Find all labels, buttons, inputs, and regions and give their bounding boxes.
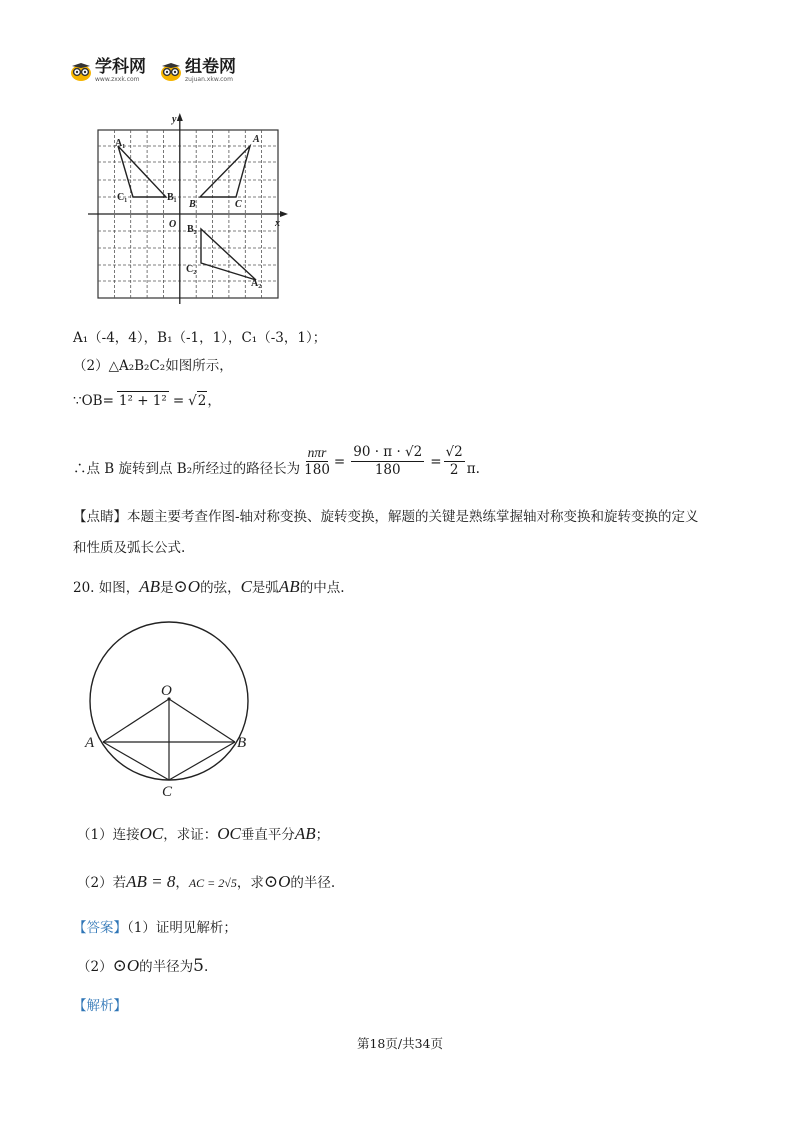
circle-figure	[80, 615, 270, 800]
text-segment: 的弦，	[200, 580, 241, 596]
label-b: B	[189, 199, 196, 210]
question-2	[77, 873, 335, 892]
ab-equals-8: AB = 8	[126, 872, 176, 891]
circle-o: ⊙O	[173, 577, 201, 596]
ob-sqrt-expr: 1² + 1²	[118, 393, 167, 409]
therefore-text: ∴点 B 旋转到点 B₂所经过的路径长为	[73, 460, 301, 477]
label-b: B	[237, 735, 247, 751]
segment-oc: OC	[139, 824, 164, 843]
comment-line-2: 和性质及弧长公式.	[73, 540, 186, 556]
answer-line-2	[77, 957, 208, 976]
arc-ab: AB	[278, 577, 300, 596]
text-segment: ，	[175, 875, 189, 891]
text-segment: 垂直平分	[240, 827, 295, 843]
triangle-abc	[200, 146, 250, 197]
analysis-tag: 【解析】	[73, 998, 127, 1014]
path-length-equation	[73, 444, 480, 479]
problem-number: 20. 如图，	[73, 580, 140, 596]
circle-o: ⊙O	[263, 872, 291, 891]
zujuan-logo	[160, 58, 236, 83]
text-segment: 是	[160, 580, 174, 596]
logo2-url: zujuan.xkw.com	[185, 76, 233, 83]
text-segment: 是弧	[251, 580, 279, 596]
text-segment: ，求证：	[163, 827, 218, 843]
fraction-denominator: 2	[449, 462, 459, 478]
comment-line-1: 【点睛】本题主要考查作图-轴对称变换、旋转变换，解题的关键是熟练掌握轴对称变换和旋转变换的定义	[73, 509, 699, 525]
ob-equals: =	[172, 392, 185, 409]
owl-icon	[70, 60, 92, 82]
segment-bc	[169, 742, 235, 780]
x-axis-label: x	[275, 218, 280, 229]
label-a: A	[253, 134, 260, 145]
label-a2: A₂	[251, 278, 262, 289]
text-segment: ，求	[236, 875, 264, 891]
text-segment: （2）	[77, 959, 113, 975]
label-b2: B₂	[187, 224, 197, 235]
because-symbol: ∵	[73, 392, 82, 409]
answer-line-1	[73, 919, 237, 937]
text-segment: 的中点.	[299, 580, 345, 596]
label-c: C	[162, 784, 173, 800]
ob-equation	[73, 391, 221, 410]
equals-1: =	[333, 453, 346, 470]
fraction-denominator: 180	[374, 462, 401, 478]
segment-ac	[103, 742, 169, 780]
ac-value: AC = 2√5	[188, 876, 237, 890]
triangle-a1b1c1	[118, 146, 166, 197]
origin-label: O	[169, 219, 177, 230]
fraction-denominator: 180	[304, 462, 330, 478]
text-segment: （1）连接	[77, 827, 140, 843]
radius-value: 5	[193, 956, 204, 976]
label-b1: B₁	[167, 192, 177, 203]
equals-2: =	[430, 453, 442, 470]
fraction-substituted	[351, 444, 424, 479]
coords-line: A₁（-4，4），B₁（-1，1），C₁（-3，1）；	[73, 330, 327, 346]
label-c: C	[235, 199, 242, 210]
coordinate-grid-figure	[88, 108, 298, 304]
logo1-title: 学科网	[95, 57, 146, 77]
label-c1: C₁	[117, 192, 128, 203]
circle-o: ⊙O	[112, 956, 140, 975]
question-1	[77, 825, 329, 844]
text-segment: （2）若	[77, 875, 127, 891]
chord-ab: AB	[139, 577, 161, 596]
part2-line: （2）△A₂B₂C₂如图所示，	[73, 358, 233, 374]
sqrt-symbol: √	[188, 392, 197, 409]
pi-tail: π.	[466, 460, 480, 477]
comma: ，	[207, 392, 221, 409]
logo2-title: 组卷网	[185, 57, 236, 77]
segment-oa	[103, 699, 169, 742]
label-o: O	[161, 683, 172, 699]
answer-tag: 【答案】	[73, 920, 127, 936]
text-segment: 的半径.	[290, 875, 336, 891]
owl-icon	[160, 60, 182, 82]
answer-part-1: （1）证明见解析；	[127, 920, 237, 936]
label-a: A	[85, 735, 95, 751]
fraction-numerator: √2	[445, 444, 463, 460]
text-segment: .	[203, 959, 209, 975]
segment-ob	[169, 699, 235, 742]
ob-label: OB=	[81, 392, 114, 409]
label-a1: A₁	[115, 138, 126, 149]
chord-ab: AB	[294, 824, 316, 843]
zxxk-logo	[70, 58, 146, 83]
text-segment: ；	[315, 827, 330, 843]
fraction-arc-formula	[302, 444, 332, 479]
y-axis-label: y	[172, 114, 177, 125]
fraction-numerator: nπr	[307, 445, 327, 460]
ob-value: 2	[197, 393, 207, 409]
point-c: C	[240, 577, 252, 596]
problem-20-stem	[73, 578, 345, 597]
text-segment: 的半径为	[139, 959, 194, 975]
fraction-result	[444, 444, 465, 479]
label-c2: C₂	[186, 264, 197, 275]
segment-oc: OC	[217, 824, 241, 843]
logo1-url: www.zxxk.com	[95, 76, 140, 83]
fraction-numerator: 90 · π · √2	[353, 444, 423, 460]
page-footer: 第18页/共34页	[356, 1036, 444, 1051]
